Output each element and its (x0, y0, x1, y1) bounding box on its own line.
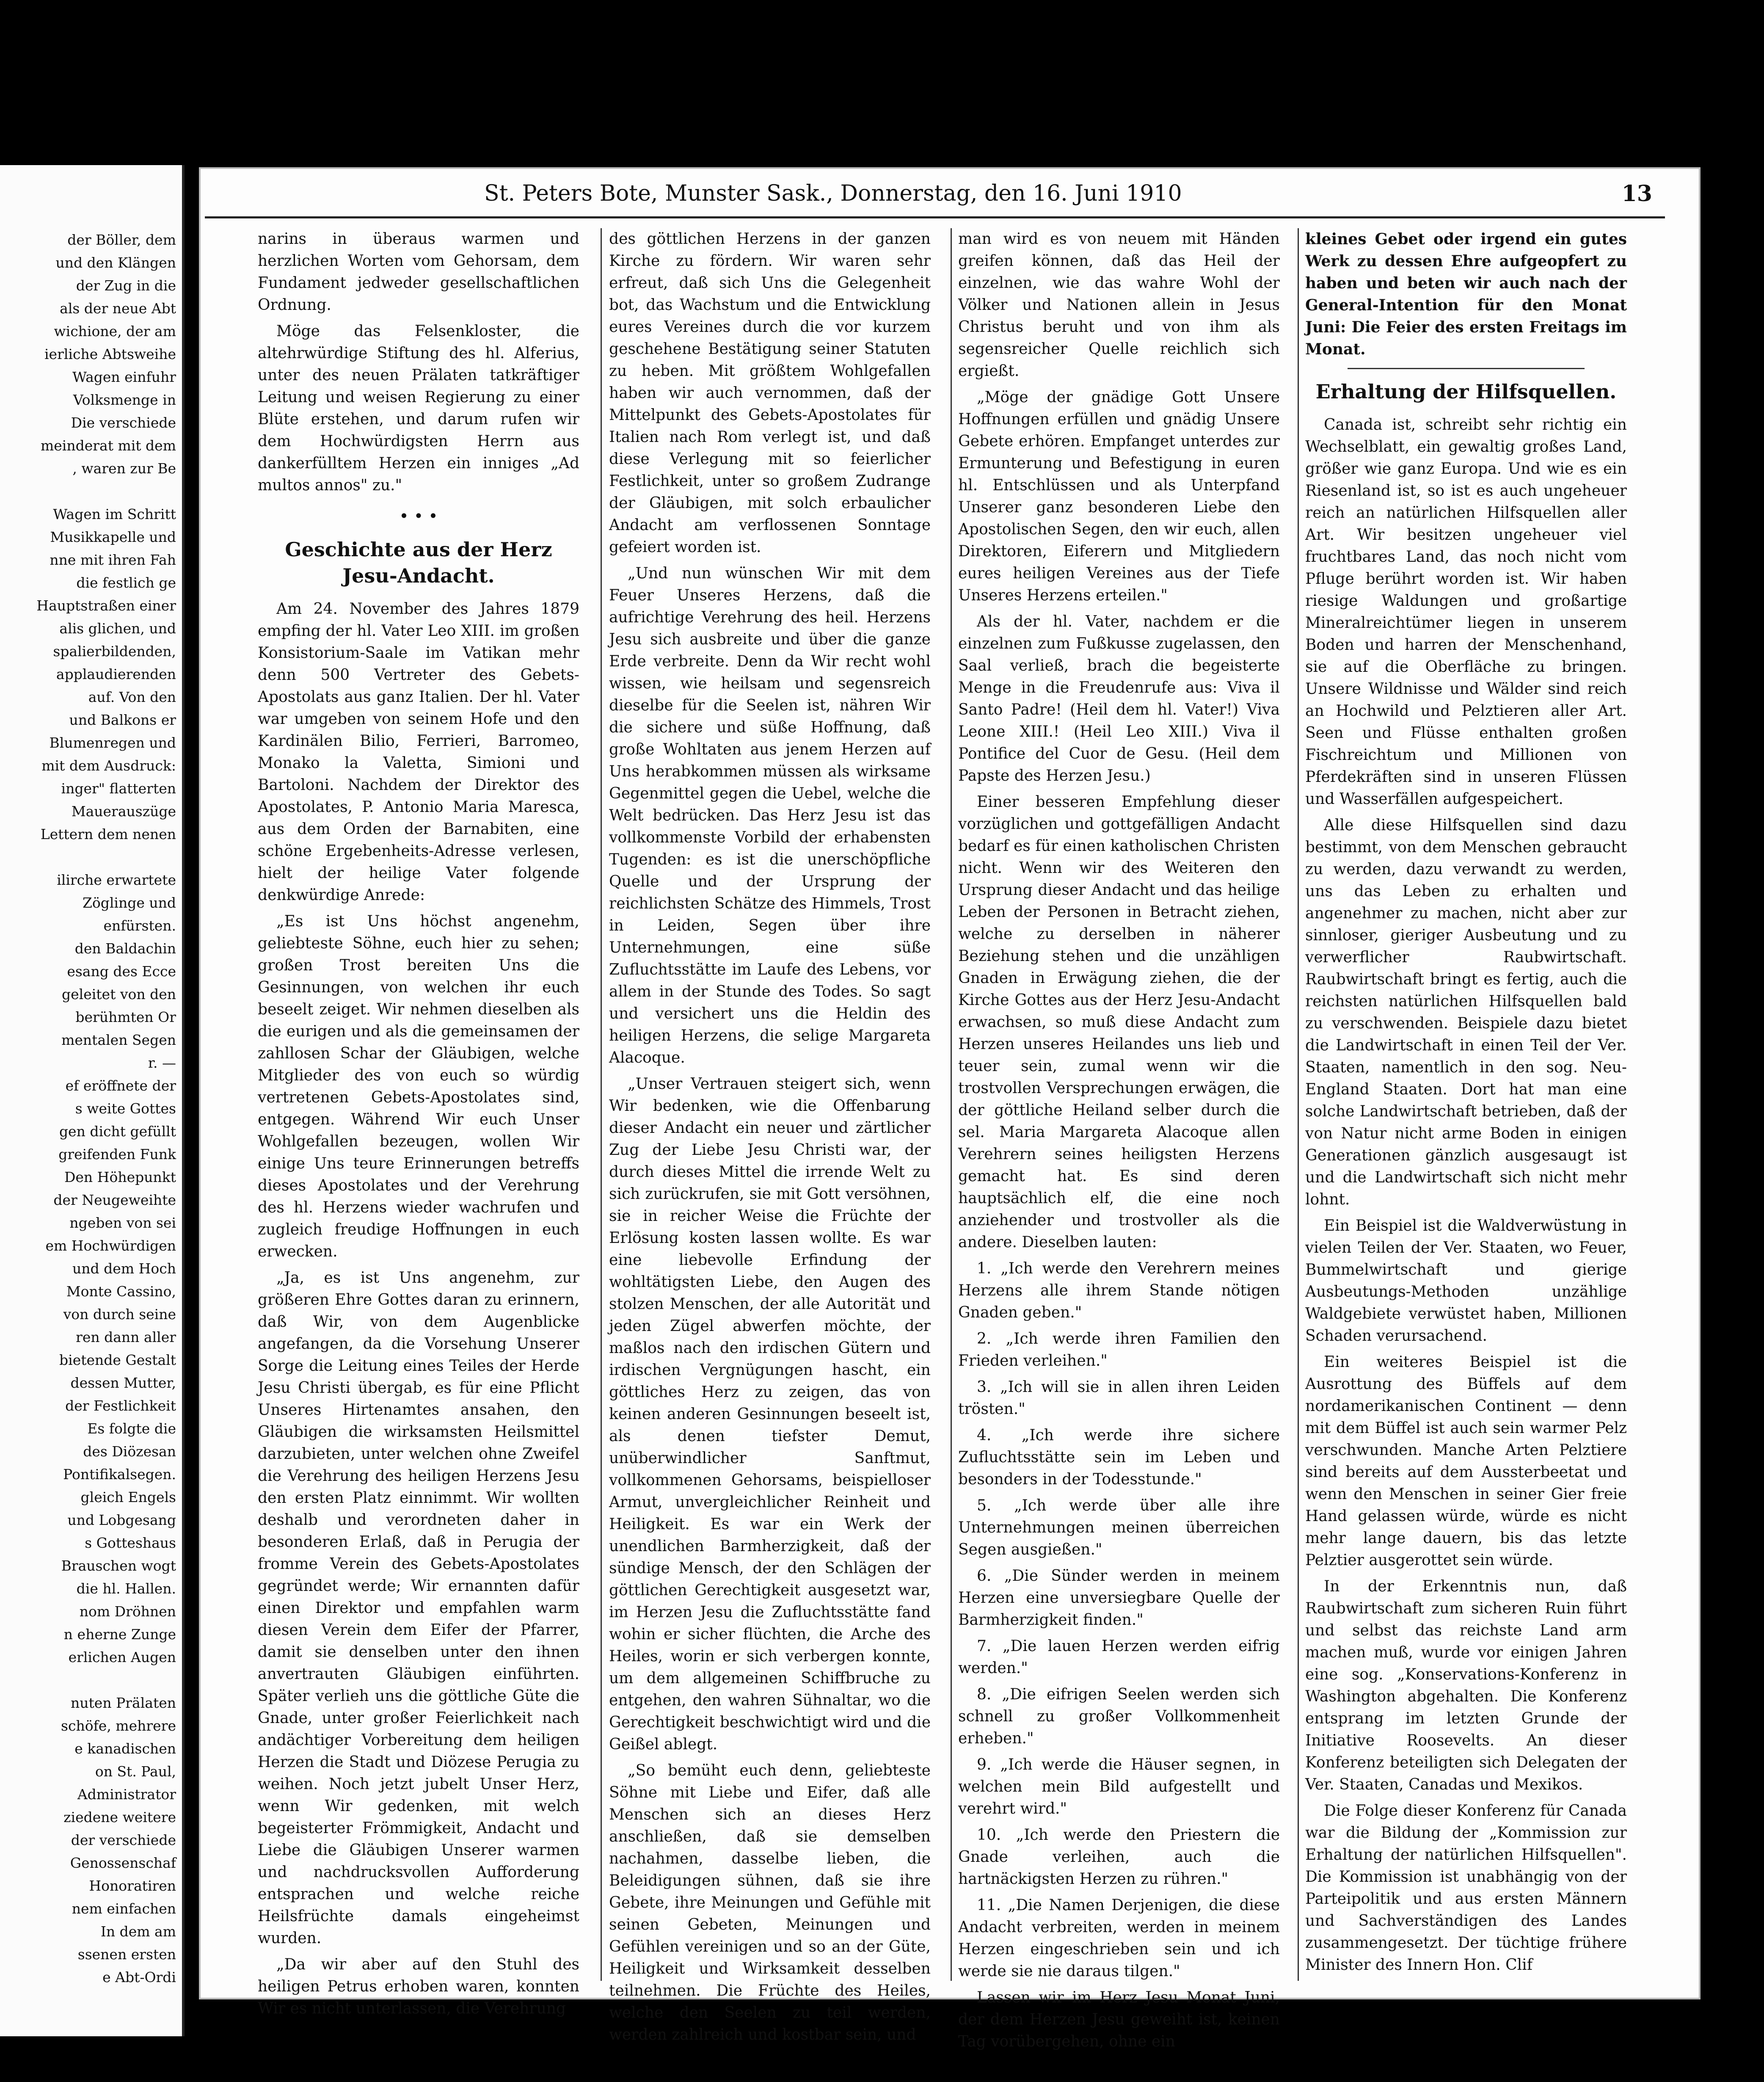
left-page-line: nom Dröhnen (79, 1603, 176, 1620)
col1-intro-p1: narins in überaus warmen und herzlichen Worten vom Gehorsam, dem Fundament jedweder gesellschaftlichen Ordnung. (258, 230, 579, 314)
promise-item: 1. „Ich werde den Verehrern meines Herzens alle ihrem Stande nötigen Gnaden geben." (958, 1260, 1280, 1321)
left-page-line: s Gotteshaus (85, 1535, 176, 1551)
left-page-line: ren dann aller (76, 1329, 176, 1345)
left-page-line: ierliche Abtsweihe (44, 346, 176, 362)
left-page-line: Hauptstraßen einer (36, 597, 176, 614)
col3-paragraph: „Möge der gnädige Gott Unsere Hoffnungen erfüllen und gnädig Unsere Gebete erhören. Empfanget unterdes zur Ermunterung und Befestigung in euren hl. Entschlüssen und als Unterpfand Unserer ganz besonderen Liebe den Apostolischen Segen, den wir euch, allen Direktoren, Eiferern und Mitgliedern eures heiligen Vereines aus der Tiefe Unseres Herzens erteilen." (958, 389, 1280, 604)
col4-paragraph: Ein weiteres Beispiel ist die Ausrottung des Büffels auf dem nordamerikanischen Continent — denn mit dem Büffel ist auch sein warmer Pelz verschwunden. Manche Arten Pelztiere sind bereits auf dem Aussterbeetat und wenn den Menschen in seiner Gier freie Hand gelassen würde, würde es nicht mehr lange dauern, bis das letzte Pelztier ausgerottet sein würde. (1305, 1353, 1627, 1569)
left-page-line: ssenen ersten (77, 1946, 176, 1963)
left-page-line: Die verschiede (71, 414, 176, 431)
col2-paragraph: „So bemüht euch denn, geliebteste Söhne mit Liebe und Eifer, daß alle Menschen sich an dieses Herz anschließen, daß sie demselben nachahmen, dasselbe lieben, die Beleidigungen sühnen, daß sie ihre Gebete, ihre Meinungen und Gefühle mit seinen Gebeten, Meinungen und Gefühlen vereinigen und so an der Güte, Heiligkeit und Wirksamkeit desselben teilnehmen. Die Früchte des Heiles, welche den Seelen zu teil werden, werden zahlreich und kostbar sein, und (609, 1762, 931, 2043)
left-page-line: des Diözesan (83, 1443, 176, 1460)
col3-paragraph: Einer besseren Empfehlung dieser vorzüglichen und gottgefälligen Andacht bedarf es für einen katholischen Christen nicht. Wenn wir des Weiteren den Ursprung dieser Andacht und das heilige Leben der Personen in Betracht ziehen, welche zu derselben in näherer Beziehung stehen und die unzähligen Gnaden in Erwägung ziehen, die der Kirche Gottes aus der Herz Jesu-Andacht erwachsen, so muß diese Andacht zum Herzen unseres Heilandes uns lieb und teuer sein, zumal wenn wir die trostvollen Versprechungen erwägen, die der göttliche Heiland selber durch die sel. Maria Margareta Alacoque allen Verehrern seines heiligsten Herzens gemacht hat. Es sind deren hauptsächlich elf, die eine noch anziehender und trostvoller als die andere. Dieselben lauten: (958, 793, 1280, 1251)
left-page-line: die hl. Hallen. (76, 1580, 176, 1597)
left-page-line: enfürsten. (103, 917, 176, 934)
col4-paragraph: Die Folge dieser Konferenz für Canada war die Bildung der „Kommission zur Erhaltung der natürlichen Hilfsquellen". Die Kommission ist unabhängig von der Parteipolitik und aus ersten Männern und Sachverständigen des Landes zusammengesetzt. Der tüchtige frühere Minister des Innern Hon. Clif (1305, 1802, 1627, 1974)
left-page-line: von durch seine (63, 1306, 176, 1323)
col4-intro: kleines Gebet oder irgend ein gutes Werk zu dessen Ehre aufgeopfert zu haben und beten wir auch nach der General-Intention für den Monat Juni: Die Feier des ersten Freitags im Monat. (1305, 230, 1627, 358)
left-page-line: r. — (148, 1055, 176, 1071)
left-page-line: em Hochwürdigen (45, 1237, 176, 1254)
left-page-line: der Festlichkeit (65, 1397, 176, 1414)
left-page-line: mit dem Ausdruck: (41, 757, 176, 774)
col3-paragraph: man wird es von neuem mit Händen greifen können, daß das Heil der einzelnen, wie das wahre Wohl der Völker und Nationen allein in Jesus Christus beruht und von ihm als segensreicher Quelle reichlich sich ergießt. (958, 230, 1280, 380)
left-page-line: Genossenschaf (70, 1855, 176, 1871)
left-page-line: Wagen einfuhr (72, 369, 176, 385)
left-page-line: Zöglinge und (82, 895, 176, 911)
left-page-line: schöfe, mehrere (61, 1718, 176, 1734)
column-4 (1305, 228, 1627, 1981)
left-page-line: n eherne Zunge (63, 1626, 176, 1643)
page-header (201, 177, 1699, 215)
left-page-line: der Zug in die (76, 277, 176, 294)
col1-paragraph: „Ja, es ist Uns angenehm, zur größeren Ehre Gottes daran zu erinnern, daß Wir, von dem Augenblicke angefangen, da die Vorsehung Unserer Sorge die Leitung eines Teiles der Herde Jesu Christi übergab, es für eine Pflicht Unseres Hirtenamtes ansahen, den Gläubigen die wirksamsten Heilsmittel darzubieten, unter welchen ohne Zweifel die Verehrung des heiligen Herzens Jesu den ersten Platz einnimmt. Wir wollten deshalb und verordneten daher in besonderen Erlaß, daß in Perugia der fromme Verein des Gebets-Apostolates gegründet werde; Wir ernannten dafür einen Direktor und empfahlen warm diesen Verein dem Eifer der Pfarrer, damit sie denselben unter den ihnen anvertrauten Gläubigen einführten. Später verlieh uns die göttliche Güte die Gnade, unter großer Feierlichkeit nach andächtiger Vorbereitung dem heiligen Herzen die Stadt und Diözese Perugia zu weihen. Noch jetzt jubelt Unser Herz, wenn Wir gedenken, mit welch begeisterter Frömmigkeit, Andacht und Liebe die Gläubigen Unserer warmen und nachdrucksvollen Aufforderung entsprachen und welche reiche Heilsfrüchte damals eingeheimst wurden. (258, 1269, 579, 1947)
left-page-line: der Neugeweihte (53, 1192, 176, 1208)
left-page-line: und den Klängen (55, 254, 176, 271)
promise-item: 9. „Ich werde die Häuser segnen, in welchen mein Bild aufgestellt und verehrt wird." (958, 1756, 1280, 1817)
left-page-line: dessen Mutter, (70, 1375, 176, 1391)
article-heading-hilfsquellen: Erhaltung der Hilfsquellen. (1315, 380, 1617, 403)
left-page-line: ilirche erwartete (57, 872, 176, 888)
left-page-line: alis glichen, und (59, 620, 176, 637)
promise-item: 8. „Die eifrigen Seelen werden sich schnell zu großer Vollkommenheit erheben." (958, 1686, 1280, 1747)
column-3 (958, 228, 1280, 2050)
left-page-line: und Lobgesang (67, 1512, 176, 1528)
left-page-line: e Abt-Ordi (102, 1969, 176, 1985)
left-page-line: ngeben von sei (69, 1215, 176, 1231)
left-page-line: erlichen Augen (68, 1649, 176, 1665)
left-page-line: und Balkons er (69, 712, 176, 728)
left-page-line: ef eröffnete der (65, 1077, 176, 1094)
left-page-line: Monte Cassino, (66, 1283, 176, 1300)
left-page-line: Blumenregen und (49, 734, 176, 751)
promise-item: 6. „Die Sünder werden in meinem Herzen eine unversiegbare Quelle der Barmherzigkeit finden." (958, 1567, 1280, 1629)
left-page-line: spalierbildenden, (53, 643, 176, 660)
col1-paragraph: Am 24. November des Jahres 1879 empfing der hl. Vater Leo XIII. im großen Konsistorium-Saale im Vatikan mehr denn 500 Vertreter des Gebets-Apostolats aus ganz Italien. Der hl. Vater war umgeben von seinem Hofe und den Kardinälen Bilio, Ferrieri, Barromeo, Monako la Valetta, Simioni und Bartoloni. Nachdem der Direktor des Apostolates, P. Antonio Maria Marescа, aus dem Orden der Barnabiten, eine schöne Ergebenheits-Adresse verlesen, hielt der heilige Vater folgende denkwürdige Anrede: (258, 600, 579, 904)
col4-paragraph: In der Erkenntnis nun, daß Raubwirtschaft zum sicheren Ruin führt und selbst das reichste Land arm machen muß, wurde vor einigen Jahren eine sog. „Konservations-Konferenz in Washington abgehalten. Die Konferenz entsprang im letzten Grunde der Initiative Roosevelts. An dieser Konferenz beteiligten sich Delegaten der Ver. Staaten, Canadas und Mexikos. (1305, 1578, 1627, 1793)
left-page-line: gen dicht gefüllt (59, 1123, 176, 1140)
col3-paragraph: Lassen wir im Herz Jesu Monat Juni, der dem Herzen Jesu geweiht ist, keinen Tag vorübergehen, ohne ein (958, 1989, 1280, 2050)
article-heading-herz-jesu: Geschichte aus der Herz Jesu-Andacht. (285, 538, 552, 587)
left-page-line: e kanadischen (74, 1740, 176, 1757)
left-page-line: auf. Von den (88, 689, 176, 705)
left-page-line: gleich Engels (80, 1489, 176, 1505)
left-page-line: Administrator (77, 1786, 176, 1803)
left-page-line: Honoratiren (89, 1878, 176, 1894)
left-page-fragment (0, 165, 185, 2036)
column-divider (1298, 228, 1299, 1981)
left-page-line: der Böller, dem (67, 232, 176, 248)
left-page-line: nuten Prälaten (71, 1695, 176, 1711)
left-page-line: on St. Paul, (95, 1763, 176, 1780)
left-page-line: Mauerauszüge (71, 803, 176, 820)
left-page-line: bietende Gestalt (59, 1352, 176, 1368)
col2-paragraph: des göttlichen Herzens in der ganzen Kirche zu fördern. Wir waren sehr erfreut, daß sich Uns die Gelegenheit bot, das Wachstum und die Entwicklung eures Vereines durch die vor kurzem geschehene Bestätigung seiner Statuten zu heben. Mit größtem Wohlgefallen haben wir auch vernommen, daß der Mittelpunkt des Gebets-Apostolates für Italien nach Rom verlegt ist, und daß diese Verlegung mit so feierlicher Festlichkeit, unter so großem Zudrange der Gläubigen, mit solch erbaulicher Andacht am verflossenen Sonntage gefeiert worden ist. (609, 230, 931, 556)
column-divider (951, 228, 952, 1981)
left-page-line: der verschiede (71, 1832, 176, 1848)
left-page-line: mentalen Segen (61, 1032, 176, 1048)
col4-paragraph: Alle diese Hilfsquellen sind dazu bestimmt, von dem Menschen gebraucht zu werden, dazu verwandt zu werden, uns das Leben zu erhalten und angenehmer zu machen, nicht aber zur sinnloser, gieriger Ausbeutung und zu verwerflicher Raubwirtschaft. Raubwirtschaft bringt es fertig, auch die reichsten natürlichen Hilfsquellen bald zu verschwenden. Beispiele dazu bietet die Landwirtschaft in einen Teil der Ver. Staaten, namentlich in den sog. Neu-England Staaten. Dort hat man eine solche Landwirtschaft betrieben, daß der von Natur nicht arme Boden in einigen Generationen gänzlich ausgesaugt ist und die Landwirtschaft sich nicht mehr lohnt. (1305, 817, 1627, 1208)
col2-paragraph: „Unser Vertrauen steigert sich, wenn Wir bedenken, wie die Offenbarung dieser Andacht ein neuer und zärtlicher Zug der Liebe Jesu Christi war, der durch dieses Mittel die irrende Welt zu sich zurückrufen, sie mit Gott versöhnen, sie in reicher Weise die Früchte der Erlösung kosten lassen wollte. Es war eine liebevolle Erfindung der wohltätigsten Liebe, den Augen des stolzen Menschen, der alle Autorität und jeden Zügel abwerfen möchte, der maßlos nach den irdischen Gütern und irdischen Vergnügungen hascht, ein göttliches Herz zu zeigen, das von keinen anderen Gesinnungen beseelt ist, als denen tiefster Demut, unüberwindlicher Sanftmut, vollkommenen Gehorsams, beispielloser Armut, unvergleichlicher Reinheit und Heiligkeit. Es war ein Werk der unendlichen Barmherzigkeit, daß der sündige Mensch, der den Schlägen der göttlichen Gerechtigkeit ausgesetzt war, im Herzen Jesu die Zufluchtsstätte fand wohin er sicher flüchten, die Arche des Heiles, worin er sich verbergen konnte, um dem allgemeinen Schiffbruche zu entgehen, den wahren Sühnaltar, wo die Gerechtigkeit beschwichtigt wird und die Geißel ablegt. (609, 1075, 931, 1753)
col1-intro-p2: Möge das Felsenkloster, die altehrwürdige Stiftung des hl. Alferius, unter des neuen Prälaten tatkräftiger Leitung und weisen Regierung zu einer Blüte erstehen, und darum rufen wir dem Hochwürdigsten Herrn aus dankerfülltem Herzen ein inniges „Ad multos annos" zu." (258, 323, 579, 494)
left-page-line: nne mit ihren Fah (50, 552, 176, 568)
left-page-line: die festlich ge (76, 574, 176, 591)
left-page-line: nem einfachen (72, 1900, 176, 1917)
col1-paragraph: „Es ist Uns höchst angenehm, geliebteste Söhne, euch hier zu sehen; großen Trost bereiten Uns die Gesinnungen, von welchen ihr euch beseelt zeiget. Wir nehmen dieselben als die eurigen und als die gemeinsamen der zahllosen Schar der Gläubigen, welche Mitglieder des von euch so würdig vertretenen Gebets-Apostolates sind, entgegen. Während Wir euch Unser Wohlgefallen bezeugen, wollen Wir einige Uns teure Erinnerungen betreffs dieses Apostolates und der Verehrung des hl. Herzens wieder wachrufen und zugleich freudige Hoffnungen in euch erwecken. (258, 913, 579, 1260)
promise-item: 2. „Ich werde ihren Familien den Frieden verleihen." (958, 1330, 1280, 1370)
column-2 (609, 228, 931, 2043)
left-page-line: und dem Hoch (72, 1260, 176, 1277)
section-separator (1348, 368, 1585, 369)
left-page-line: meinderat mit dem (40, 437, 176, 454)
col3-paragraph: Als der hl. Vater, nachdem er die einzelnen zum Fußkusse zugelassen, den Saal verließ, brach die begeisterte Menge in die Freudenrufe aus: Viva il Santo Padre! (Heil dem hl. Vater!) Viva Leone XIII.! (Heil Leo XIII.) Viva il Pontifice del Cuor de Gesu. (Heil dem Papste des Herzen Jesu.) (958, 613, 1280, 784)
left-page-line: wichione, der am (54, 323, 176, 340)
left-page-line: esang des Ecce (67, 963, 176, 980)
header-rule (205, 216, 1665, 218)
promise-item: 7. „Die lauen Herzen werden eifrig werden." (958, 1637, 1280, 1677)
left-page-line: Volksmenge in (73, 392, 176, 408)
col4-paragraph: Ein Beispiel ist die Waldverwüstung in vielen Teilen der Ver. Staaten, wo Feuer, Bummelwirtschaft und gierige Ausbeutungs-Methoden unzählige Waldgebiete verwüstet haben, Millionen Schaden verursachend. (1305, 1217, 1627, 1345)
left-page-line: als der neue Abt (60, 300, 176, 317)
left-page-line: Musikkapelle und (50, 529, 176, 545)
left-page-line: Lettern dem nenen (40, 826, 176, 842)
left-page-line: , waren zur Be (72, 460, 176, 477)
promise-item: 10. „Ich werde den Priestern die Gnade verleihen, auch die hartnäckigsten Herzen zu rühren." (958, 1826, 1280, 1888)
column-divider (601, 228, 602, 1981)
left-page-line: berühmten Or (75, 1009, 176, 1025)
masthead: St. Peters Bote, Munster Sask., Donnerstag, den 16. Juni 1910 (484, 181, 1182, 206)
left-page-line: applaudierenden (56, 666, 176, 682)
left-page-line: Brauschen wogt (61, 1557, 176, 1574)
col4-paragraph: Canada ist, schreibt sehr richtig ein Wechselblatt, ein gewaltig großes Land, größer wie ganz Europa. Und wie es ein Riesenland ist, so ist es auch ungeheuer reich an natürlichen Hilfsquellen aller Art. Wir besitzen ungeheuer viel fruchtbares Land, das noch nicht vom Pfluge berührt worden ist. Wir haben riesige Waldungen und großartige Mineralreichtümer liegen in unserem Boden und harren der Menschenhand, sie auf die Oberfläche zu bringen. Unsere Wildnisse und Wälder sind reich an Hochwild und Pelztieren aller Art. Seen und Flüsse enthalten großen Fischreichtum und Millionen von Pferdekräften sind in unseren Flüssen und Wasserfällen aufgespeichert. (1305, 416, 1627, 808)
left-page-line: greifenden Funk (58, 1146, 176, 1162)
column-1 (258, 228, 579, 2017)
left-page-line: In dem am (100, 1923, 176, 1940)
col2-paragraph: „Und nun wünschen Wir mit dem Feuer Unseres Herzens, daß die aufrichtige Verehrung des heil. Herzens Jesu sich ausbreite und über die ganze Erde verbreite. Denn da Wir recht wohl wissen, wie heilsam und segensreich dieselbe für die Seelen ist, nähren Wir die sichere und süße Hoffnung, daß große Wohltaten aus jenem Herzen auf Uns herabkommen müssen als wirksame Gegenmittel gegen die Uebel, welche die Welt bedrücken. Das Herz Jesu ist das vollkommenste Vorbild der erhabensten Tugenden: es ist die unerschöpfliche Quelle und der Ursprung der reichlichsten Schätze des Himmels, Trost in Leiden, Segen über ihre Unternehmungen, eine süße Zufluchtsstätte im Laufe des Lebens, vor allem in der Stunde des Todes. So sagt und versichert uns die Heldin des heiligen Herzens, die selige Margareta Alacoque. (609, 565, 931, 1066)
promise-item: 5. „Ich werde über alle ihre Unternehmungen meinen überreichen Segen ausgießen." (958, 1497, 1280, 1558)
promise-item: 11. „Die Namen Derjenigen, die diese Andacht verbreiten, werden in meinem Herzen eingeschrieben sein und ich werde sie nie daraus tilgen." (958, 1897, 1280, 1980)
left-page-line: Pontifikalsegen. (63, 1466, 176, 1483)
ornament-divider: • • • (399, 507, 438, 525)
col1-paragraph: „Da wir aber auf den Stuhl des heiligen Petrus erhoben waren, konnten Wir es nicht unterlassen, die Verehrung (258, 1956, 579, 2017)
page-number: 13 (1621, 181, 1652, 207)
promise-item: 4. „Ich werde ihre sichere Zufluchtsstätte sein im Leben und besonders in der Todesstunde." (958, 1427, 1280, 1488)
left-page-line: Wagen im Schritt (53, 506, 176, 522)
left-page-line: s weite Gottes (75, 1100, 176, 1117)
left-page-line: den Baldachin (74, 940, 176, 957)
left-page-line: Den Höhepunkt (64, 1169, 176, 1185)
left-page-line: ziedene weitere (63, 1809, 176, 1825)
promise-item: 3. „Ich will sie in allen ihren Leiden trösten." (958, 1378, 1280, 1418)
left-page-line: Es folgte die (87, 1420, 176, 1437)
left-page-line: geleitet von den (62, 986, 176, 1002)
left-page-line: inger" flatterten (61, 780, 176, 797)
newspaper-page (199, 167, 1701, 2050)
